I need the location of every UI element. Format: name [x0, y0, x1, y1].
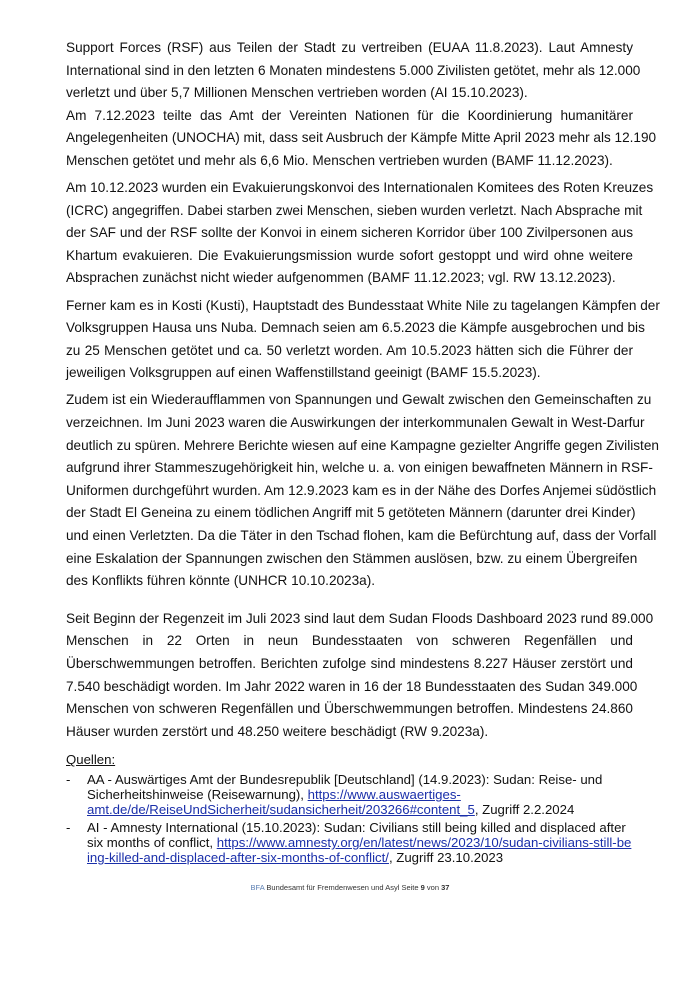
- text-line: Absprachen zunächst nicht wieder aufgenommen (BAMF 11.12.2023; vgl. RW 13.12.2023).: [66, 270, 616, 286]
- text-line: 7.540 beschädigt worden. Im Jahr 2022 waren in 16 der 18 Bundesstaaten des Sudan 349.000: [66, 678, 638, 694]
- text-line: zu 25 Menschen getötet und ca. 50 verletzt worden. Am 10.5.2023 hätten sich die Führer der: [66, 342, 633, 358]
- bfa-logo-text: BFA: [250, 883, 265, 892]
- text-line: Zudem ist ein Wiederaufflammen von Spannungen und Gewalt zwischen den Gemeinschaften zu: [66, 392, 652, 408]
- text-line: deutlich zu spüren. Mehrere Berichte wiesen auf eine Kampagne gezielter Angriffe gegen Zivilisten: [66, 437, 659, 453]
- text-line: Khartum evakuieren. Die Evakuierungsmission wurde sofort gestoppt und wird ohne weitere: [66, 247, 633, 263]
- text-line: eine Eskalation der Spannungen zwischen den Stämmen auslösen, bzw. zu einem Übergreifen: [66, 550, 638, 566]
- source-link[interactable]: https://www.amnesty.org/en/latest/news/2023/10/sudan-civilians-still-being-killed-and-displaced-after-six-months-of-conflict/: [87, 835, 632, 866]
- source-text: AI - Amnesty International (15.10.2023): Sudan: Civilians still being killed and displaced after six months of conflict,: [87, 820, 626, 851]
- paragraph: [66, 105, 657, 173]
- text-line: Überschwemmungen betroffen. Berichten zufolge sind mindestens 8.227 Häuser zerstört und: [66, 655, 633, 671]
- text-line: des Konflikts führen könnte (UNHCR 10.10.2023a).: [66, 573, 376, 589]
- text-line: Angelegenheiten (UNOCHA) mit, dass seit Ausbruch der Kämpfe Mitte April 2023 mehr als 12.190: [66, 130, 657, 146]
- text-line: Support Forces (RSF) aus Teilen der Stadt zu vertreiben (EUAA 11.8.2023). Laut Amnesty: [66, 40, 633, 55]
- list-dash: -: [66, 820, 71, 836]
- footer-of: von: [424, 883, 442, 892]
- text-line: aufgrund ihrer Stammeszugehörigkeit hin, welche u. a. von einigen bewaffneten Männern in RSF-: [66, 460, 653, 476]
- paragraph: [66, 608, 654, 744]
- page-footer: [0, 883, 700, 892]
- footer-text: Bundesamt für Fremdenwesen und Asyl Seite: [264, 883, 421, 892]
- source-item-ai: [66, 820, 633, 865]
- text-line: Menschen getötet und mehr als 6,6 Mio. Menschen vertrieben wurden (BAMF 11.12.2023).: [66, 152, 613, 168]
- sources-heading: Quellen:: [66, 752, 116, 768]
- source-link[interactable]: https://www.auswaertiges-amt.de/de/ReiseUndSicherheit/sudansicherheit/203266#content_5: [87, 787, 475, 818]
- body-text: [66, 37, 660, 743]
- paragraph: [66, 295, 660, 385]
- text-line: jeweiligen Volksgruppen auf einen Waffenstillstand geeinigt (BAMF 15.5.2023).: [66, 365, 541, 381]
- text-line: Uniformen durchgeführt wurden. Am 12.9.2023 kam es in der Nähe des Dorfes Anjemei südöstlich: [66, 482, 657, 498]
- text-line: International sind in den letzten 6 Monaten mindestens 5.000 Zivilisten getötet, mehr als 12.000: [66, 62, 641, 78]
- document-page: [66, 37, 660, 866]
- source-text: AA - Auswärtiges Amt der Bundesrepublik [Deutschland] (14.9.2023): Sudan: Reise- und Sicherheitshinweise (Reisewarnung),: [87, 772, 603, 803]
- text-line: verletzt und über 5,7 Millionen Menschen vertrieben worden (AI 15.10.2023).: [66, 85, 528, 101]
- text-line: der Stadt El Geneina zu einem tödlichen Angriff mit 5 getöteten Männern (darunter drei Kinder): [66, 505, 636, 521]
- text-line: und einen Verletzten. Da die Täter in den Tschad flohen, kam die Befürchtung auf, dass der Vorfall: [66, 527, 657, 543]
- source-access-date: , Zugriff 2.2.2024: [474, 802, 575, 818]
- paragraph: [66, 37, 641, 105]
- text-line: verzeichnen. Im Juni 2023 waren die Auswirkungen der interkommunalen Gewalt in West-Darfur: [66, 415, 645, 430]
- paragraph-spacing: [66, 593, 633, 608]
- source-item-aa: [66, 772, 633, 817]
- text-line: Am 10.12.2023 wurden ein Evakuierungskonvoi des Internationalen Komitees des Roten Kreuzes: [66, 180, 654, 196]
- paragraph: [66, 389, 659, 592]
- text-line: Ferner kam es in Kosti (Kusti), Hauptstadt des Bundesstaat White Nile zu tagelangen Kämpfen der: [66, 297, 660, 313]
- text-line: Menschen in 22 Orten in neun Bundesstaaten von schweren Regenfällen und: [66, 633, 633, 649]
- paragraph: [66, 177, 654, 290]
- text-line: Am 7.12.2023 teilte das Amt der Vereinten Nationen für die Koordinierung humanitärer: [66, 107, 633, 123]
- page-number: 9: [420, 883, 425, 892]
- list-dash: -: [66, 772, 71, 788]
- text-line: Seit Beginn der Regenzeit im Juli 2023 sind laut dem Sudan Floods Dashboard 2023 rund 89.000: [66, 610, 654, 626]
- text-line: Menschen von schweren Regenfällen und Überschwemmungen betroffen. Mindestens 24.860: [66, 701, 633, 717]
- text-line: (ICRC) angegriffen. Dabei starben zwei Menschen, sieben wurden verletzt. Nach Absprache mit: [66, 202, 643, 218]
- text-line: Häuser wurden zerstört und 48.250 weitere beschädigt (RW 9.2023a).: [66, 723, 489, 739]
- text-line: der SAF und der RSF sollte der Konvoi in einem sicheren Korridor über 100 Zivilpersonen aus: [66, 225, 633, 241]
- source-access-date: , Zugriff 23.10.2023: [388, 850, 504, 866]
- page-total: 37: [441, 883, 450, 892]
- text-line: Volksgruppen Hausa uns Nuba. Demnach seien am 6.5.2023 die Kämpfe ausgebrochen und bis: [66, 320, 645, 336]
